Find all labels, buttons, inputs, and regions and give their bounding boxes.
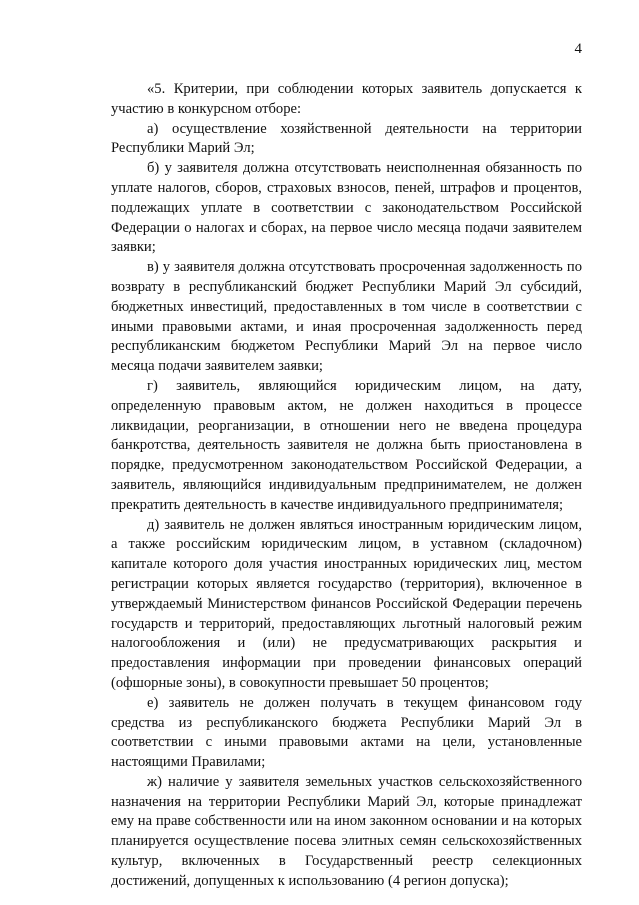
page-number: 4 xyxy=(574,41,582,57)
paragraph-item-d: д) заявитель не должен являться иностранным юридическим лицом, а также российским юридическим лицом, в уставном (складочном) капитале которого доля участия иностранных юридических лиц, местом регистрации которых является государство (территория), включенное в утверждаемый Министерством финансов Российской Федерации перечень государств и территорий, предоставляющих льготный налоговый режим налогообложения и (или) не предусматривающих раскрытия и предоставления информации при проведении финансовых операций (офшорные зоны), в совокупности превышает 50 процентов; xyxy=(111,516,582,691)
paragraph-item-b: б) у заявителя должна отсутствовать неисполненная обязанность по уплате налогов, сборов, страховых взносов, пеней, штрафов и процентов, подлежащих уплате в соответствии с законодательством Российской Федерации о налогах и сборах, на первое число месяца подачи заявителем заявки; xyxy=(111,160,582,256)
paragraph-item-v: в) у заявителя должна отсутствовать просроченная задолженность по возврату в республиканский бюджет Республики Марий Эл субсидий, бюджетных инвестиций, предоставленных в том числе в соответствии с иными правовыми актами, и иная просроченная задолженность перед республиканским бюджетом Республики Марий Эл на первое число месяца подачи заявителем заявки; xyxy=(111,259,582,375)
paragraph-item-zh: ж) наличие у заявителя земельных участков сельскохозяйственного назначения на территории Республики Марий Эл, которые принадлежат ему на праве собственности или на ином законном основании и на которых планируется осуществление посева элитных семян сельскохозяйственных культур, включенных в Государственный реестр селекционных достижений, допущенных к использованию (4 регион допуска); xyxy=(111,773,582,889)
paragraph-criteria-intro: «5. Критерии, при соблюдении которых заявитель допускается к участию в конкурсном отборе: xyxy=(111,81,582,117)
document-body xyxy=(111,80,582,892)
paragraph-item-g: г) заявитель, являющийся юридическим лицом, на дату, определенную правовым актом, не должен находиться в процессе ликвидации, реорганизации, в отношении него не введена процедура банкротства, деятельность заявителя не должна быть приостановлена в порядке, предусмотренном законодательством Российской Федерации, а заявитель, являющийся индивидуальным предпринимателем, не должен прекратить деятельность в качестве индивидуального предпринимателя; xyxy=(111,377,582,513)
paragraph-item-a: а) осуществление хозяйственной деятельности на территории Республики Марий Эл; xyxy=(111,120,582,157)
paragraph-item-e: е) заявитель не должен получать в текущем финансовом году средства из республиканского бюджета Республики Марий Эл в соответствии с иными правовыми актами на цели, установленные настоящими Правилами; xyxy=(111,694,582,771)
